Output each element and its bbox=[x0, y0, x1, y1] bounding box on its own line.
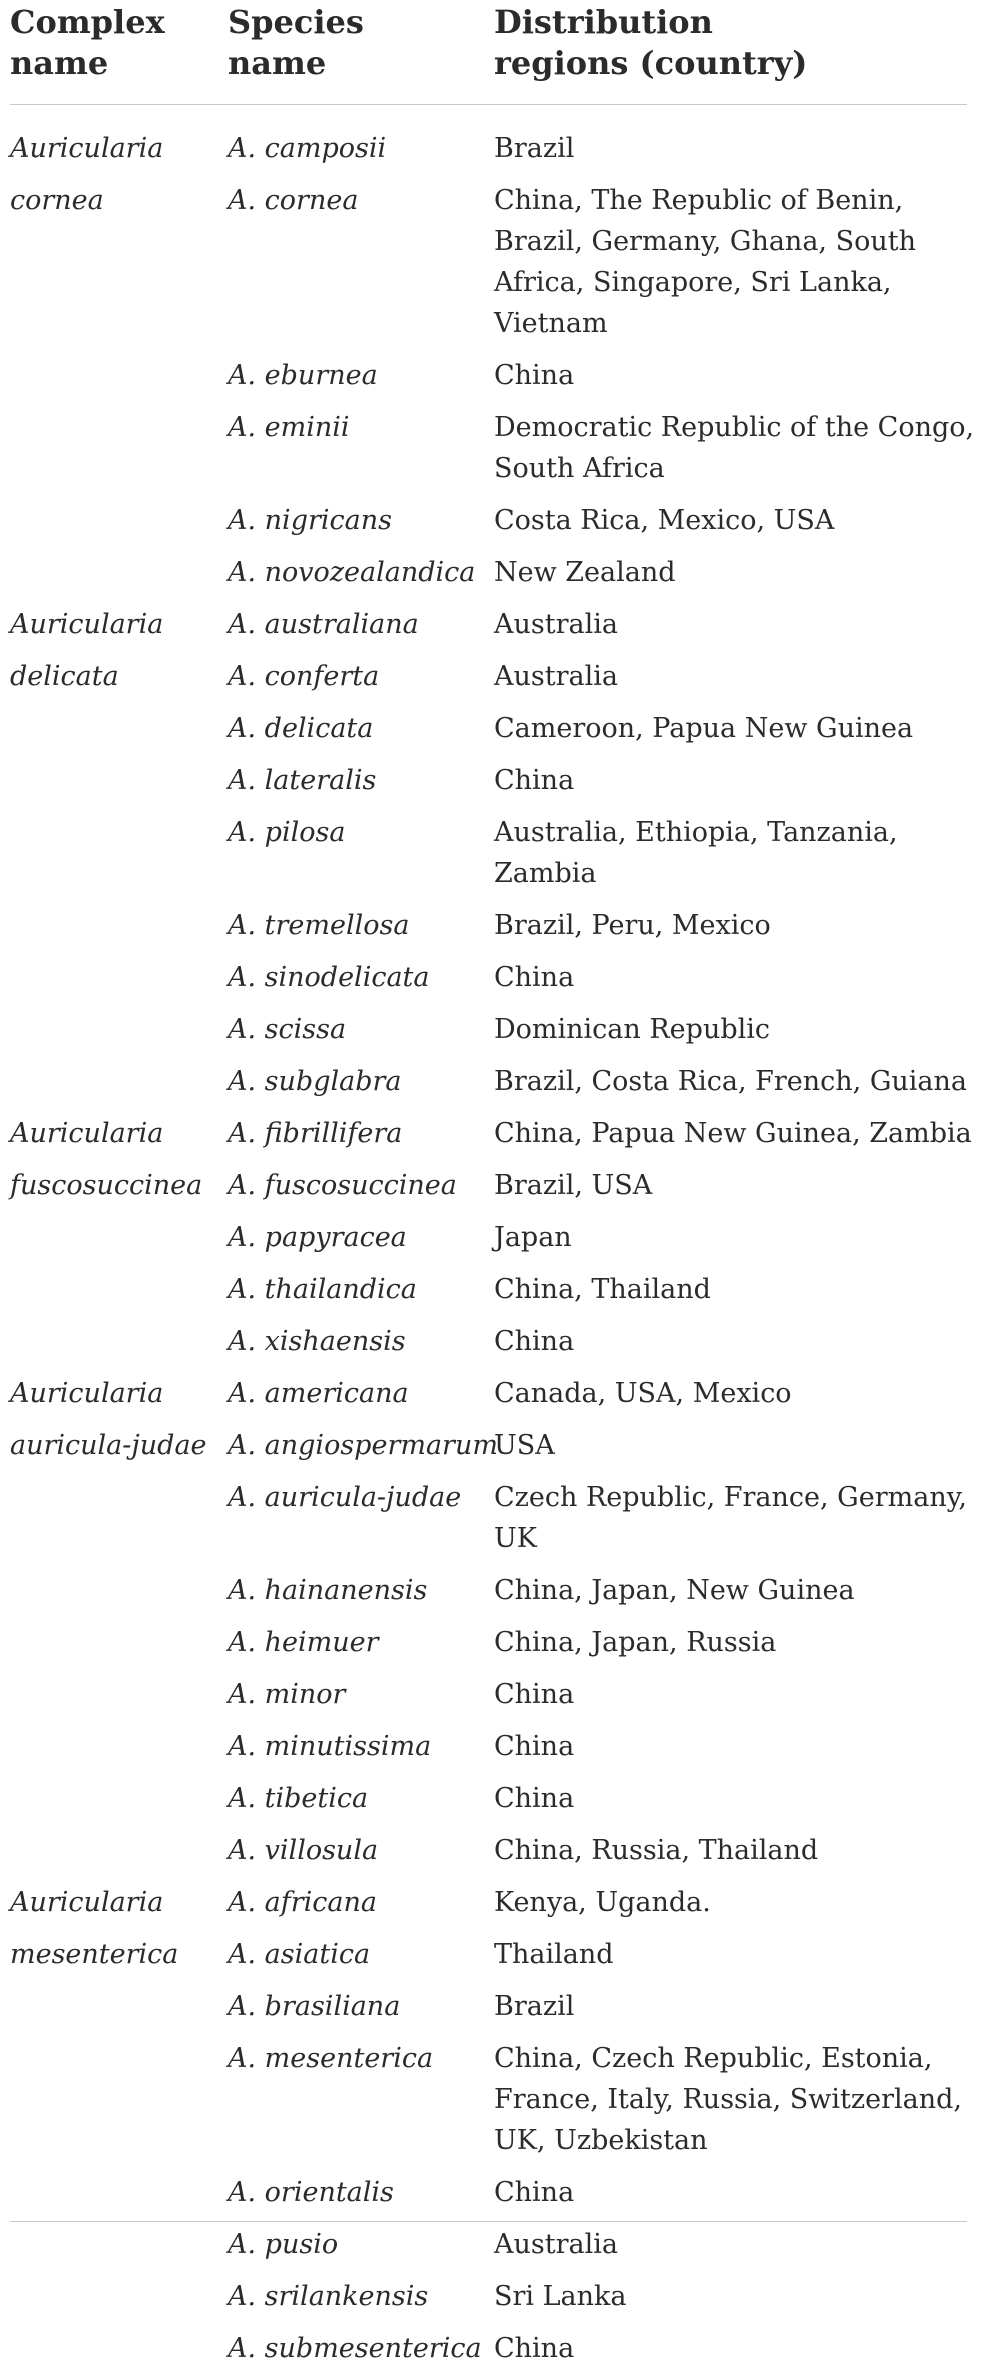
table-row bbox=[0, 1321, 987, 1373]
table-row bbox=[0, 957, 987, 1009]
cell-distribution-regions: Sri Lanka bbox=[494, 2281, 627, 2312]
table-row bbox=[0, 2038, 987, 2172]
table-row bbox=[0, 407, 987, 500]
table-row bbox=[0, 604, 987, 656]
cell-species-name: A. papyracea bbox=[228, 1222, 407, 1253]
table-row bbox=[0, 1830, 987, 1882]
cell-distribution-regions: China bbox=[494, 360, 575, 391]
table-row bbox=[0, 500, 987, 552]
cell-species-name: A. auricula-judae bbox=[228, 1482, 462, 1513]
cell-complex-name: Auricularia bbox=[10, 133, 164, 164]
cell-species-name: A. orientalis bbox=[228, 2177, 394, 2208]
cell-complex-name: Auricularia bbox=[10, 1887, 164, 1918]
cell-species-name: A. conferta bbox=[228, 661, 380, 692]
header-complex-name: Complex name bbox=[10, 3, 165, 82]
cell-complex-name: mesenterica bbox=[10, 1939, 179, 1970]
cell-species-name: A. camposii bbox=[228, 133, 387, 164]
cell-complex-name: cornea bbox=[10, 185, 104, 216]
cell-distribution-regions: Brazil, Costa Rica, French, Guiana bbox=[494, 1066, 968, 1097]
table-row bbox=[0, 1778, 987, 1830]
table-row bbox=[0, 1009, 987, 1061]
table-bottom-divider bbox=[10, 2221, 967, 2222]
cell-distribution-regions: New Zealand bbox=[494, 557, 676, 588]
cell-distribution-regions: Brazil bbox=[494, 1991, 575, 2022]
cell-species-name: A. pusio bbox=[228, 2229, 339, 2260]
cell-distribution-regions: China bbox=[494, 765, 575, 796]
table-row bbox=[0, 1217, 987, 1269]
table-body bbox=[0, 128, 987, 2380]
cell-species-name: A. villosula bbox=[228, 1835, 379, 1866]
table-row bbox=[0, 1165, 987, 1217]
header-divider bbox=[10, 104, 967, 105]
table-row bbox=[0, 180, 987, 355]
cell-distribution-regions: China bbox=[494, 2177, 575, 2208]
cell-distribution-regions: China bbox=[494, 962, 575, 993]
table-row bbox=[0, 760, 987, 812]
cell-distribution-regions: China, Japan, New Guinea bbox=[494, 1575, 855, 1606]
cell-species-name: A. lateralis bbox=[228, 765, 377, 796]
table-row bbox=[0, 1882, 987, 1934]
table-row bbox=[0, 2224, 987, 2276]
cell-species-name: A. xishaensis bbox=[228, 1326, 406, 1357]
cell-distribution-regions: China bbox=[494, 1326, 575, 1357]
cell-species-name: A. subglabra bbox=[228, 1066, 402, 1097]
cell-distribution-regions: Czech Republic, France, Germany, UK bbox=[494, 1482, 967, 1554]
cell-species-name: A. fibrillifera bbox=[228, 1118, 403, 1149]
cell-distribution-regions: Australia, Ethiopia, Tanzania, Zambia bbox=[494, 817, 898, 889]
cell-distribution-regions: China bbox=[494, 2333, 575, 2364]
table-row bbox=[0, 2328, 987, 2380]
cell-species-name: A. sinodelicata bbox=[228, 962, 430, 993]
cell-species-name: A. africana bbox=[228, 1887, 378, 1918]
cell-species-name: A. brasiliana bbox=[228, 1991, 401, 2022]
cell-species-name: A. americana bbox=[228, 1378, 409, 1409]
cell-species-name: A. eburnea bbox=[228, 360, 378, 391]
cell-distribution-regions: Japan bbox=[494, 1222, 572, 1253]
cell-complex-name: Auricularia bbox=[10, 1378, 164, 1409]
cell-species-name: A. cornea bbox=[228, 185, 359, 216]
table-row bbox=[0, 1570, 987, 1622]
table-row bbox=[0, 905, 987, 957]
cell-species-name: A. scissa bbox=[228, 1014, 347, 1045]
cell-species-name: A. thailandica bbox=[228, 1274, 417, 1305]
cell-distribution-regions: China, Russia, Thailand bbox=[494, 1835, 819, 1866]
cell-species-name: A. minutissima bbox=[228, 1731, 432, 1762]
cell-distribution-regions: Brazil, Peru, Mexico bbox=[494, 910, 771, 941]
cell-species-name: A. tremellosa bbox=[228, 910, 410, 941]
cell-species-name: A. srilankensis bbox=[228, 2281, 429, 2312]
cell-distribution-regions: China bbox=[494, 1679, 575, 1710]
cell-species-name: A. eminii bbox=[228, 412, 350, 443]
cell-species-name: A. hainanensis bbox=[228, 1575, 428, 1606]
cell-distribution-regions: Brazil bbox=[494, 133, 575, 164]
cell-distribution-regions: Dominican Republic bbox=[494, 1014, 771, 1045]
table-row bbox=[0, 1934, 987, 1986]
cell-distribution-regions: China bbox=[494, 1783, 575, 1814]
cell-species-name: A. heimuer bbox=[228, 1627, 379, 1658]
cell-species-name: A. tibetica bbox=[228, 1783, 369, 1814]
table-row bbox=[0, 2276, 987, 2328]
header-distribution-regions: Distribution regions (country) bbox=[494, 3, 808, 82]
cell-species-name: A. asiatica bbox=[228, 1939, 371, 1970]
header-species-name: Species name bbox=[228, 3, 364, 82]
cell-distribution-regions: Australia bbox=[494, 609, 618, 640]
cell-complex-name: fuscosuccinea bbox=[10, 1170, 203, 1201]
cell-species-name: A. australiana bbox=[228, 609, 419, 640]
cell-species-name: A. mesenterica bbox=[228, 2043, 434, 2074]
table-row bbox=[0, 552, 987, 604]
table-row bbox=[0, 1477, 987, 1570]
cell-complex-name: delicata bbox=[10, 661, 119, 692]
table-row bbox=[0, 355, 987, 407]
table-header bbox=[0, 0, 987, 104]
cell-complex-name: Auricularia bbox=[10, 609, 164, 640]
cell-distribution-regions: China, Thailand bbox=[494, 1274, 711, 1305]
cell-distribution-regions: Thailand bbox=[494, 1939, 614, 1970]
cell-species-name: A. novozealandica bbox=[228, 557, 476, 588]
cell-distribution-regions: Democratic Republic of the Congo, South Africa bbox=[494, 412, 975, 484]
cell-distribution-regions: Brazil, USA bbox=[494, 1170, 653, 1201]
table-row bbox=[0, 1622, 987, 1674]
cell-species-name: A. nigricans bbox=[228, 505, 392, 536]
cell-distribution-regions: Cameroon, Papua New Guinea bbox=[494, 713, 914, 744]
cell-distribution-regions: Australia bbox=[494, 2229, 618, 2260]
table-row bbox=[0, 1986, 987, 2038]
table-row bbox=[0, 2172, 987, 2224]
cell-species-name: A. pilosa bbox=[228, 817, 346, 848]
cell-distribution-regions: USA bbox=[494, 1430, 555, 1461]
cell-distribution-regions: Canada, USA, Mexico bbox=[494, 1378, 792, 1409]
table-row bbox=[0, 1373, 987, 1425]
cell-distribution-regions: Kenya, Uganda. bbox=[494, 1887, 711, 1918]
table-row bbox=[0, 1726, 987, 1778]
table-row bbox=[0, 1674, 987, 1726]
cell-species-name: A. angiospermarum bbox=[228, 1430, 498, 1461]
table-row bbox=[0, 1113, 987, 1165]
table-row bbox=[0, 656, 987, 708]
cell-distribution-regions: Australia bbox=[494, 661, 618, 692]
cell-species-name: A. minor bbox=[228, 1679, 346, 1710]
cell-distribution-regions: China, The Republic of Benin, Brazil, Germany, Ghana, South Africa, Singapore, Sri Lanka, Vietnam bbox=[494, 185, 916, 339]
cell-distribution-regions: China, Papua New Guinea, Zambia bbox=[494, 1118, 972, 1149]
table-row bbox=[0, 128, 987, 180]
cell-species-name: A. fuscosuccinea bbox=[228, 1170, 457, 1201]
cell-distribution-regions: China bbox=[494, 1731, 575, 1762]
table-row bbox=[0, 1269, 987, 1321]
table-row bbox=[0, 1425, 987, 1477]
cell-species-name: A. submesenterica bbox=[228, 2333, 482, 2364]
table-row bbox=[0, 708, 987, 760]
cell-distribution-regions: Costa Rica, Mexico, USA bbox=[494, 505, 835, 536]
table-row bbox=[0, 812, 987, 905]
cell-complex-name: Auricularia bbox=[10, 1118, 164, 1149]
cell-distribution-regions: China, Czech Republic, Estonia, France, Italy, Russia, Switzerland, UK, Uzbekistan bbox=[494, 2043, 962, 2156]
cell-complex-name: auricula-judae bbox=[10, 1430, 207, 1461]
table-row bbox=[0, 1061, 987, 1113]
cell-distribution-regions: China, Japan, Russia bbox=[494, 1627, 777, 1658]
cell-species-name: A. delicata bbox=[228, 713, 374, 744]
